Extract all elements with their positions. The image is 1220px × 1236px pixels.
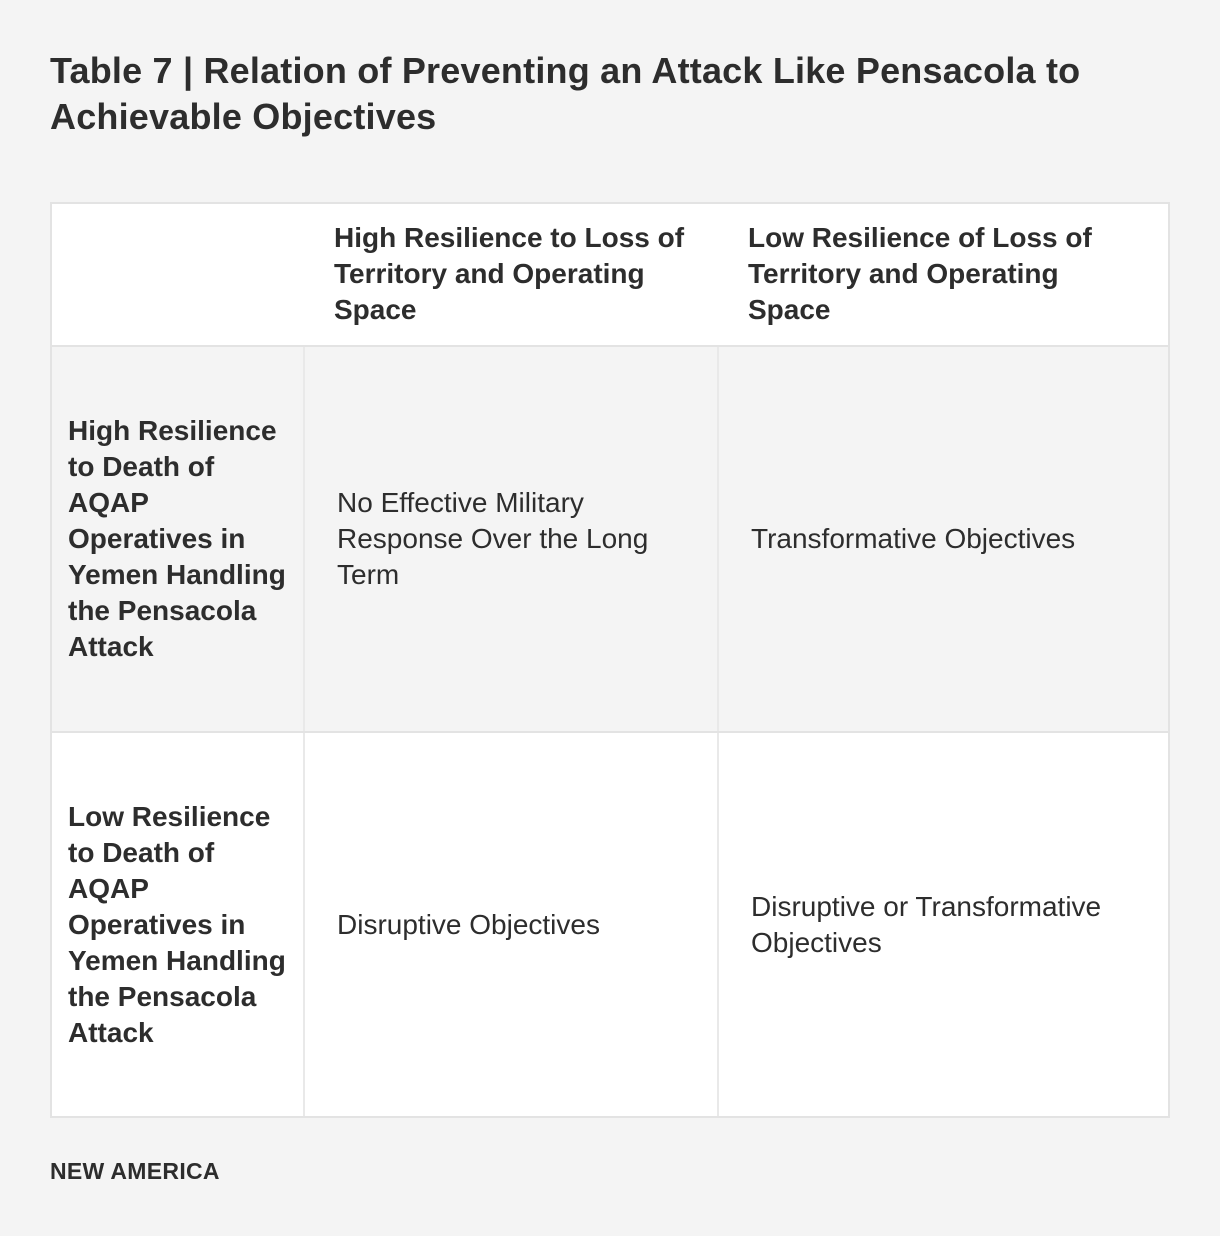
table-row (52, 732, 1168, 1116)
table-cell: Disruptive Objectives (304, 732, 718, 1116)
objectives-table (50, 202, 1170, 1118)
column-header-high-resilience-territory: High Resilience to Loss of Territory and Operating Space (304, 204, 718, 346)
table-cell: Disruptive or Transformative Objectives (718, 732, 1168, 1116)
table (52, 204, 1168, 1116)
table-cell: No Effective Military Response Over the Long Term (304, 346, 718, 732)
corner-header-cell (52, 204, 304, 346)
table-header-row (52, 204, 1168, 346)
source-label: NEW AMERICA (50, 1158, 220, 1184)
row-header-high-resilience-death: High Resilience to Death of AQAP Operatives in Yemen Handling the Pensacola Attack (52, 346, 304, 732)
column-header-low-resilience-territory: Low Resilience of Loss of Territory and Operating Space (718, 204, 1168, 346)
table-row (52, 346, 1168, 732)
table-cell: Transformative Objectives (718, 346, 1168, 732)
table-title: Table 7 | Relation of Preventing an Attack Like Pensacola to Achievable Objectives (50, 50, 1081, 137)
row-header-low-resilience-death: Low Resilience to Death of AQAP Operatives in Yemen Handling the Pensacola Attack (68, 800, 286, 1048)
